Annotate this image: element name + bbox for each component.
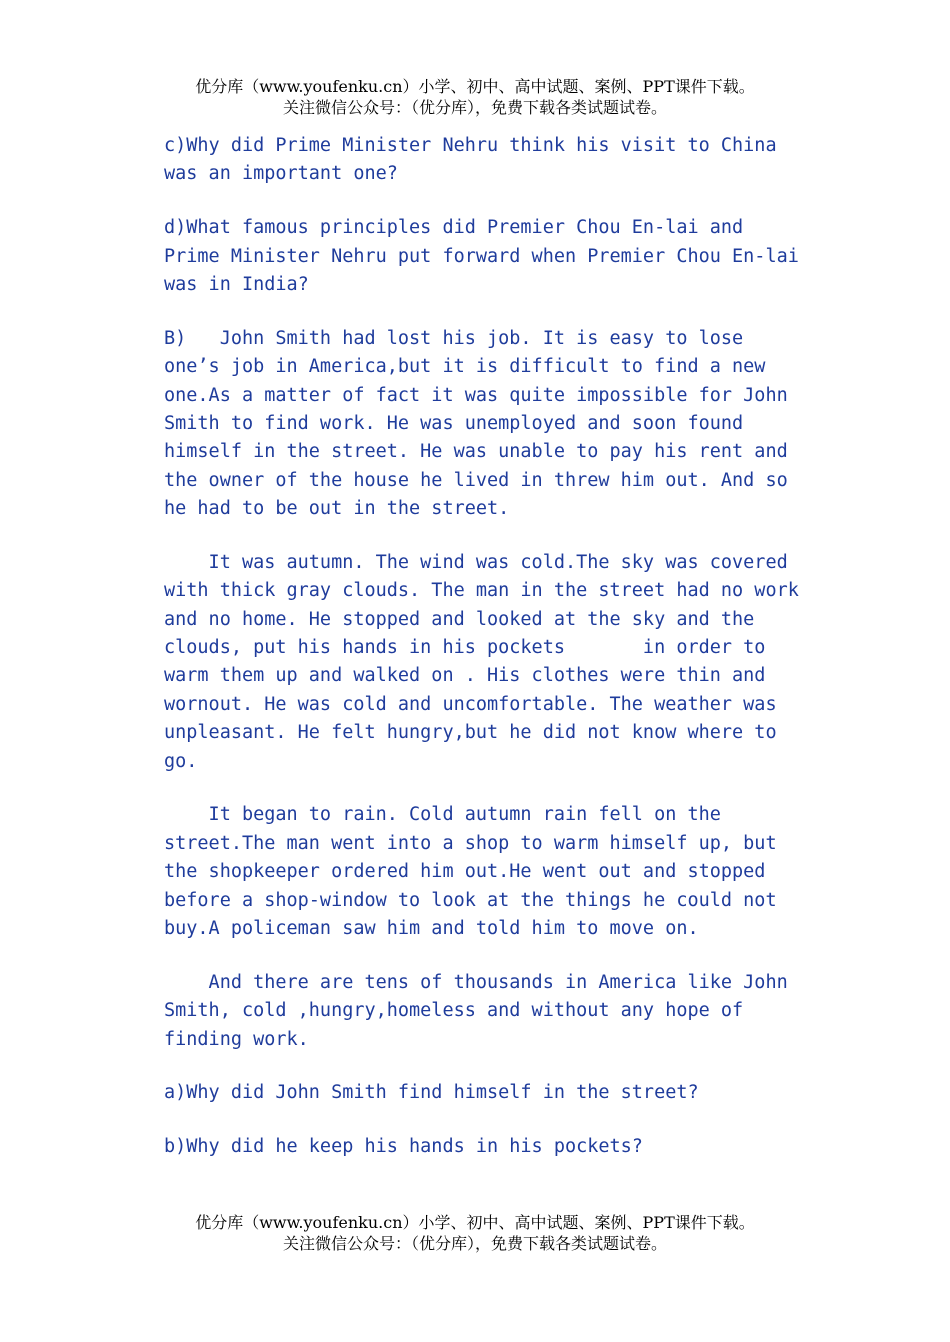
paragraph-spacer: [164, 1054, 804, 1079]
passage-b-paragraph-3: [164, 801, 804, 943]
question-d: [164, 214, 804, 299]
text-line: the shopkeeper ordered him out.He went out and stopped: [164, 861, 766, 883]
question-c: [164, 132, 804, 189]
text-line: And there are tens of thousands in America like John: [164, 971, 788, 993]
header-line-2: 关注微信公众号：（优分库），免费下载各类试题试卷。: [282, 98, 667, 117]
question-b: [164, 1133, 804, 1161]
text-line: It began to rain. Cold autumn rain fell on the: [164, 804, 721, 826]
text-line: he had to be out in the street.: [164, 498, 510, 520]
text-line: It was autumn. The wind was cold.The sky was covered: [164, 551, 788, 573]
text-line: Prime Minister Nehru put forward when Premier Chou En-lai: [164, 245, 799, 267]
paragraph-spacer: [164, 523, 804, 548]
text-line: before a shop-window to look at the things he could not: [164, 889, 777, 911]
text-line: was an important one?: [164, 163, 398, 185]
page-header: [0, 76, 950, 118]
text-line: b)Why did he keep his hands in his pockets?: [164, 1136, 643, 1158]
text-line: street.The man went into a shop to warm himself up, but: [164, 832, 777, 854]
text-line: warm them up and walked on . His clothes were thin and: [164, 665, 766, 687]
header-line-1: 优分库（www.youfenku.cn）小学、初中、高中试题、案例、PPT课件下载。: [195, 77, 755, 96]
text-line: go.: [164, 750, 198, 772]
page-footer: [0, 1212, 950, 1254]
passage-b-paragraph-1: [164, 325, 804, 524]
text-line: with thick gray clouds. The man in the street had no work: [164, 580, 799, 602]
text-line: a)Why did John Smith find himself in the street?: [164, 1082, 699, 1104]
passage-b-paragraph-2: [164, 549, 804, 776]
text-line: d)What famous principles did Premier Chou En-lai and: [164, 217, 744, 239]
paragraph-spacer: [164, 299, 804, 324]
text-line: the owner of the house he lived in threw him out. And so: [164, 469, 788, 491]
text-line: Smith to find work. He was unemployed and soon found: [164, 412, 744, 434]
text-line: Smith, cold ,hungry,homeless and without any hope of: [164, 1000, 744, 1022]
paragraph-spacer: [164, 1108, 804, 1133]
paragraph-spacer: [164, 189, 804, 214]
paragraph-spacer: [164, 776, 804, 801]
footer-line-2: 关注微信公众号：（优分库），免费下载各类试题试卷。: [282, 1234, 667, 1253]
passage-b-paragraph-4: [164, 969, 804, 1054]
text-line: one.As a matter of fact it was quite impossible for John: [164, 384, 788, 406]
text-line: wornout. He was cold and uncomfortable. The weather was: [164, 693, 777, 715]
text-line: and no home. He stopped and looked at the sky and the: [164, 608, 755, 630]
paragraph-spacer: [164, 943, 804, 968]
text-line: unpleasant. He felt hungry,but he did not know where to: [164, 722, 777, 744]
text-line: was in India?: [164, 273, 309, 295]
text-line: buy.A policeman saw him and told him to move on.: [164, 917, 699, 939]
text-line: himself in the street. He was unable to pay his rent and: [164, 441, 788, 463]
text-line: B) John Smith had lost his job. It is easy to lose: [164, 327, 744, 349]
text-line: clouds, put his hands in his pockets in order to: [164, 637, 766, 659]
question-a: [164, 1079, 804, 1107]
text-line: c)Why did Prime Minister Nehru think his visit to China: [164, 135, 777, 156]
text-line: one’s job in America,but it is difficult to find a new: [164, 356, 766, 378]
text-line: finding work.: [164, 1028, 309, 1050]
document-body: [164, 132, 804, 1161]
footer-line-1: 优分库（www.youfenku.cn）小学、初中、高中试题、案例、PPT课件下载。: [195, 1213, 755, 1232]
